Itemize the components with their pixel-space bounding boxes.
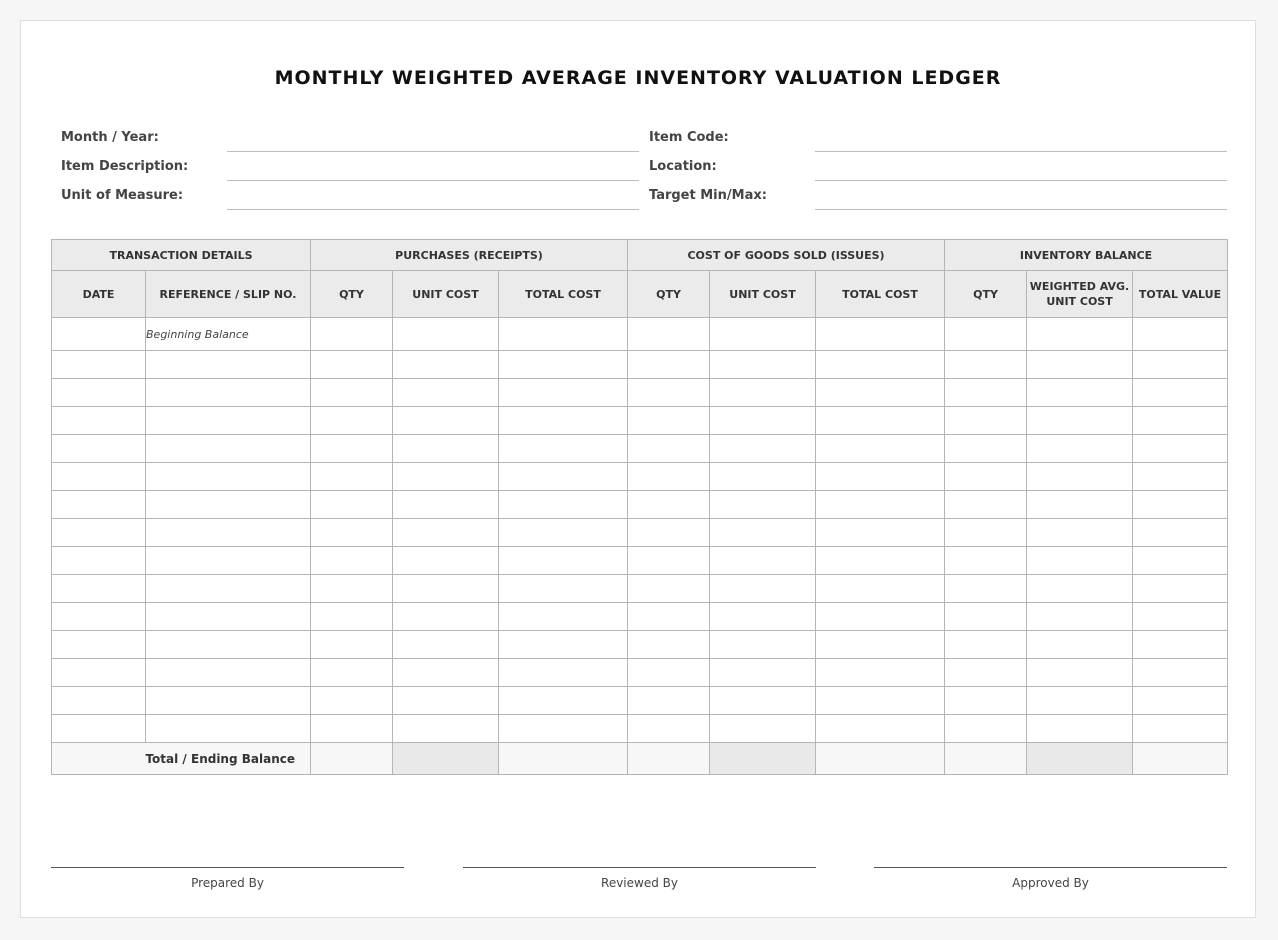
ledger-sheet: [20, 20, 1256, 918]
table-cell[interactable]: [1027, 435, 1133, 463]
table-cell[interactable]: [1133, 407, 1228, 435]
table-cell[interactable]: [945, 519, 1027, 547]
table-cell[interactable]: [311, 631, 393, 659]
table-cell[interactable]: [393, 407, 499, 435]
table-cell[interactable]: [1027, 659, 1133, 687]
col-purchases-unit-cost: UNIT COST: [393, 271, 499, 318]
prepared-by-signature[interactable]: [51, 867, 404, 890]
col-reference: REFERENCE / SLIP NO.: [146, 271, 311, 318]
table-row: [52, 407, 1228, 435]
total-weighted-avg-unit-cost: [1027, 743, 1133, 775]
unit-of-measure-field[interactable]: [61, 181, 639, 210]
table-cell[interactable]: [1133, 519, 1228, 547]
table-cell[interactable]: [146, 547, 311, 575]
table-cell[interactable]: [146, 463, 311, 491]
table-cell[interactable]: [1133, 659, 1228, 687]
table-cell[interactable]: [945, 318, 1027, 351]
table-cell[interactable]: [393, 603, 499, 631]
table-cell[interactable]: [1133, 687, 1228, 715]
page-title: MONTHLY WEIGHTED AVERAGE INVENTORY VALUATION LEDGER: [274, 67, 1002, 89]
table-cell[interactable]: [52, 547, 146, 575]
table-cell[interactable]: [499, 463, 628, 491]
table-cell[interactable]: [146, 491, 311, 519]
table-cell[interactable]: [499, 318, 628, 351]
table-cell[interactable]: [311, 659, 393, 687]
table-cell[interactable]: [311, 715, 393, 743]
table-cell[interactable]: [1027, 351, 1133, 379]
table-row: [52, 631, 1228, 659]
table-cell[interactable]: [52, 631, 146, 659]
table-cell[interactable]: [710, 687, 816, 715]
table-row: [52, 519, 1228, 547]
table-cell[interactable]: [52, 379, 146, 407]
col-purchases-qty: QTY: [311, 271, 393, 318]
group-inventory-balance: INVENTORY BALANCE: [945, 240, 1228, 271]
table-cell[interactable]: [628, 407, 710, 435]
table-cell[interactable]: [311, 575, 393, 603]
table-cell[interactable]: [146, 631, 311, 659]
table-cell[interactable]: [393, 351, 499, 379]
table-cell[interactable]: [1133, 603, 1228, 631]
table-row: [52, 463, 1228, 491]
table-cell[interactable]: [816, 463, 945, 491]
table-cell[interactable]: [311, 519, 393, 547]
table-cell[interactable]: [1133, 715, 1228, 743]
table-cell[interactable]: [1027, 519, 1133, 547]
table-cell[interactable]: [499, 351, 628, 379]
table-cell[interactable]: [816, 575, 945, 603]
item-code-line[interactable]: [815, 122, 1227, 152]
table-cell[interactable]: [628, 575, 710, 603]
target-min-max-field[interactable]: [649, 181, 1227, 210]
table-cell[interactable]: [1027, 491, 1133, 519]
item-code-label: Item Code:: [649, 130, 729, 145]
table-cell[interactable]: [945, 491, 1027, 519]
table-cell[interactable]: [499, 407, 628, 435]
table-cell[interactable]: [1133, 547, 1228, 575]
table-cell[interactable]: [1133, 491, 1228, 519]
table-row: [52, 687, 1228, 715]
total-cogs-total-cost[interactable]: [816, 743, 945, 775]
prepared-by-label: Prepared By: [191, 876, 264, 890]
table-cell[interactable]: [816, 687, 945, 715]
table-cell[interactable]: [499, 435, 628, 463]
table-cell[interactable]: [146, 407, 311, 435]
table-cell[interactable]: [311, 407, 393, 435]
table-cell[interactable]: [1027, 715, 1133, 743]
location-label: Location:: [649, 159, 717, 174]
table-cell[interactable]: [146, 519, 311, 547]
item-code-field[interactable]: [649, 123, 1227, 152]
table-cell[interactable]: [393, 715, 499, 743]
table-cell[interactable]: [628, 435, 710, 463]
table-row: [52, 435, 1228, 463]
table-cell[interactable]: [1133, 435, 1228, 463]
table-cell[interactable]: [146, 575, 311, 603]
table-cell[interactable]: [628, 631, 710, 659]
table-cell[interactable]: [1027, 547, 1133, 575]
table-cell[interactable]: [499, 575, 628, 603]
reviewed-by-signature[interactable]: [463, 867, 816, 890]
table-cell[interactable]: [52, 407, 146, 435]
table-cell[interactable]: [945, 379, 1027, 407]
table-cell[interactable]: [816, 659, 945, 687]
table-cell[interactable]: [393, 519, 499, 547]
table-cell[interactable]: [393, 379, 499, 407]
table-row: [52, 351, 1228, 379]
table-cell[interactable]: [393, 687, 499, 715]
table-row: [52, 575, 1228, 603]
table-cell[interactable]: [52, 491, 146, 519]
table-cell[interactable]: [710, 575, 816, 603]
table-cell[interactable]: [499, 491, 628, 519]
table-cell[interactable]: [945, 547, 1027, 575]
col-cogs-total-cost: TOTAL COST: [816, 271, 945, 318]
table-cell[interactable]: [146, 379, 311, 407]
table-row: [52, 379, 1228, 407]
table-cell[interactable]: [816, 715, 945, 743]
col-cogs-unit-cost: UNIT COST: [710, 271, 816, 318]
table-row: [52, 603, 1228, 631]
total-purchases-qty[interactable]: [311, 743, 393, 775]
group-purchases: PURCHASES (RECEIPTS): [311, 240, 628, 271]
table-cell[interactable]: [710, 603, 816, 631]
table-cell[interactable]: [710, 631, 816, 659]
table-row: [52, 491, 1228, 519]
table-cell[interactable]: [393, 547, 499, 575]
table-cell[interactable]: [1027, 631, 1133, 659]
table-cell[interactable]: [499, 715, 628, 743]
table-cell[interactable]: [146, 351, 311, 379]
table-row: [52, 318, 1228, 351]
table-cell[interactable]: [628, 547, 710, 575]
table-cell[interactable]: [52, 715, 146, 743]
table-cell[interactable]: [945, 351, 1027, 379]
col-cogs-qty: QTY: [628, 271, 710, 318]
table-cell[interactable]: [311, 463, 393, 491]
table-cell[interactable]: [1133, 318, 1228, 351]
location-line[interactable]: [815, 151, 1227, 181]
table-cell[interactable]: [1027, 603, 1133, 631]
group-header-row: [52, 240, 1228, 271]
col-inventory-qty: QTY: [945, 271, 1027, 318]
table-cell[interactable]: [393, 631, 499, 659]
table-cell[interactable]: [52, 318, 146, 351]
table-cell[interactable]: [816, 318, 945, 351]
table-cell[interactable]: [628, 491, 710, 519]
target-min-max-label: Target Min/Max:: [649, 188, 767, 203]
table-cell[interactable]: [311, 491, 393, 519]
table-cell[interactable]: [1027, 318, 1133, 351]
month-year-field[interactable]: [61, 123, 639, 152]
table-cell[interactable]: [311, 687, 393, 715]
table-cell[interactable]: [628, 463, 710, 491]
ledger-table: [51, 239, 1228, 775]
table-cell[interactable]: [816, 491, 945, 519]
table-cell[interactable]: [1133, 631, 1228, 659]
col-weighted-avg-line1: WEIGHTED AVG.: [1029, 280, 1130, 293]
table-cell[interactable]: [628, 603, 710, 631]
table-cell[interactable]: [393, 318, 499, 351]
table-cell[interactable]: [311, 547, 393, 575]
table-cell[interactable]: [311, 351, 393, 379]
table-cell[interactable]: [945, 407, 1027, 435]
ledger-body: [52, 318, 1228, 743]
table-cell[interactable]: [1133, 463, 1228, 491]
col-total-value: TOTAL VALUE: [1133, 271, 1228, 318]
table-cell[interactable]: [628, 715, 710, 743]
table-cell[interactable]: [393, 463, 499, 491]
table-cell[interactable]: [499, 631, 628, 659]
col-weighted-avg-unit-cost: [1027, 271, 1133, 318]
col-date: DATE: [52, 271, 146, 318]
table-cell[interactable]: [393, 659, 499, 687]
item-description-label: Item Description:: [61, 159, 189, 174]
table-cell[interactable]: [710, 659, 816, 687]
table-cell[interactable]: [710, 407, 816, 435]
table-cell[interactable]: [816, 603, 945, 631]
total-row: [52, 743, 1228, 775]
month-year-line[interactable]: [227, 122, 639, 152]
table-cell[interactable]: [816, 407, 945, 435]
total-purchases-total-cost[interactable]: [499, 743, 628, 775]
table-cell[interactable]: [945, 435, 1027, 463]
table-cell[interactable]: [816, 379, 945, 407]
table-cell[interactable]: [499, 379, 628, 407]
unit-of-measure-label: Unit of Measure:: [61, 188, 184, 203]
table-cell[interactable]: [499, 603, 628, 631]
table-row: [52, 715, 1228, 743]
table-cell[interactable]: [1027, 379, 1133, 407]
col-weighted-avg-line2: UNIT COST: [1046, 295, 1113, 308]
unit-of-measure-line[interactable]: [227, 180, 639, 210]
table-cell[interactable]: [499, 547, 628, 575]
item-description-line[interactable]: [227, 151, 639, 181]
table-cell[interactable]: [816, 435, 945, 463]
table-cell[interactable]: [628, 379, 710, 407]
table-cell[interactable]: [1027, 687, 1133, 715]
table-cell[interactable]: [628, 351, 710, 379]
table-cell[interactable]: [52, 435, 146, 463]
approved-by-label: Approved By: [1012, 876, 1089, 890]
table-cell[interactable]: [52, 659, 146, 687]
total-cogs-qty[interactable]: [628, 743, 710, 775]
table-cell[interactable]: [710, 351, 816, 379]
table-row: [52, 547, 1228, 575]
table-cell[interactable]: [816, 351, 945, 379]
table-cell[interactable]: [499, 519, 628, 547]
table-cell[interactable]: [52, 603, 146, 631]
table-cell[interactable]: [628, 519, 710, 547]
table-cell[interactable]: [1133, 575, 1228, 603]
total-inventory-value[interactable]: [1133, 743, 1228, 775]
reviewed-by-label: Reviewed By: [601, 876, 678, 890]
table-cell[interactable]: [146, 687, 311, 715]
table-cell[interactable]: [710, 463, 816, 491]
table-cell[interactable]: [945, 659, 1027, 687]
table-cell[interactable]: [628, 318, 710, 351]
table-cell[interactable]: [1133, 351, 1228, 379]
table-cell[interactable]: [146, 603, 311, 631]
table-cell[interactable]: [710, 519, 816, 547]
table-cell[interactable]: [1027, 575, 1133, 603]
table-cell[interactable]: [945, 603, 1027, 631]
approved-by-signature[interactable]: [874, 867, 1227, 890]
group-cogs: COST OF GOODS SOLD (ISSUES): [628, 240, 945, 271]
table-cell[interactable]: [945, 687, 1027, 715]
table-cell[interactable]: [146, 715, 311, 743]
table-cell[interactable]: [628, 659, 710, 687]
table-cell[interactable]: [945, 715, 1027, 743]
table-cell[interactable]: [393, 491, 499, 519]
table-cell[interactable]: [52, 575, 146, 603]
table-cell[interactable]: [1027, 463, 1133, 491]
table-row: [52, 659, 1228, 687]
target-min-max-line[interactable]: [815, 180, 1227, 210]
total-purchases-unit-cost: [393, 743, 499, 775]
table-cell[interactable]: [311, 603, 393, 631]
table-cell[interactable]: [311, 318, 393, 351]
table-cell[interactable]: [816, 631, 945, 659]
total-inventory-qty[interactable]: [945, 743, 1027, 775]
table-cell[interactable]: [52, 687, 146, 715]
column-header-row: [52, 271, 1228, 318]
table-cell[interactable]: [710, 715, 816, 743]
table-cell[interactable]: [146, 659, 311, 687]
table-cell[interactable]: [393, 575, 499, 603]
table-cell[interactable]: [816, 519, 945, 547]
table-cell[interactable]: [816, 547, 945, 575]
table-cell[interactable]: [1133, 379, 1228, 407]
table-cell[interactable]: [945, 631, 1027, 659]
table-cell[interactable]: [945, 463, 1027, 491]
table-cell[interactable]: [311, 379, 393, 407]
table-cell[interactable]: [710, 435, 816, 463]
table-cell[interactable]: [146, 435, 311, 463]
table-cell[interactable]: [710, 547, 816, 575]
month-year-label: Month / Year:: [61, 130, 159, 145]
location-field[interactable]: [649, 152, 1227, 181]
table-cell[interactable]: [499, 659, 628, 687]
table-cell[interactable]: [1027, 407, 1133, 435]
beginning-balance-cell[interactable]: Beginning Balance: [146, 318, 311, 351]
table-cell[interactable]: [710, 491, 816, 519]
table-cell[interactable]: [52, 519, 146, 547]
group-transaction-details: TRANSACTION DETAILS: [52, 240, 311, 271]
table-cell[interactable]: [710, 318, 816, 351]
table-cell[interactable]: [393, 435, 499, 463]
table-cell[interactable]: [52, 351, 146, 379]
col-purchases-total-cost: TOTAL COST: [499, 271, 628, 318]
item-description-field[interactable]: [61, 152, 639, 181]
total-label: Total / Ending Balance: [52, 743, 311, 775]
table-cell[interactable]: [499, 687, 628, 715]
table-cell[interactable]: [628, 687, 710, 715]
table-cell[interactable]: [945, 575, 1027, 603]
total-cogs-unit-cost: [710, 743, 816, 775]
table-cell[interactable]: [52, 463, 146, 491]
table-cell[interactable]: [710, 379, 816, 407]
table-cell[interactable]: [311, 435, 393, 463]
